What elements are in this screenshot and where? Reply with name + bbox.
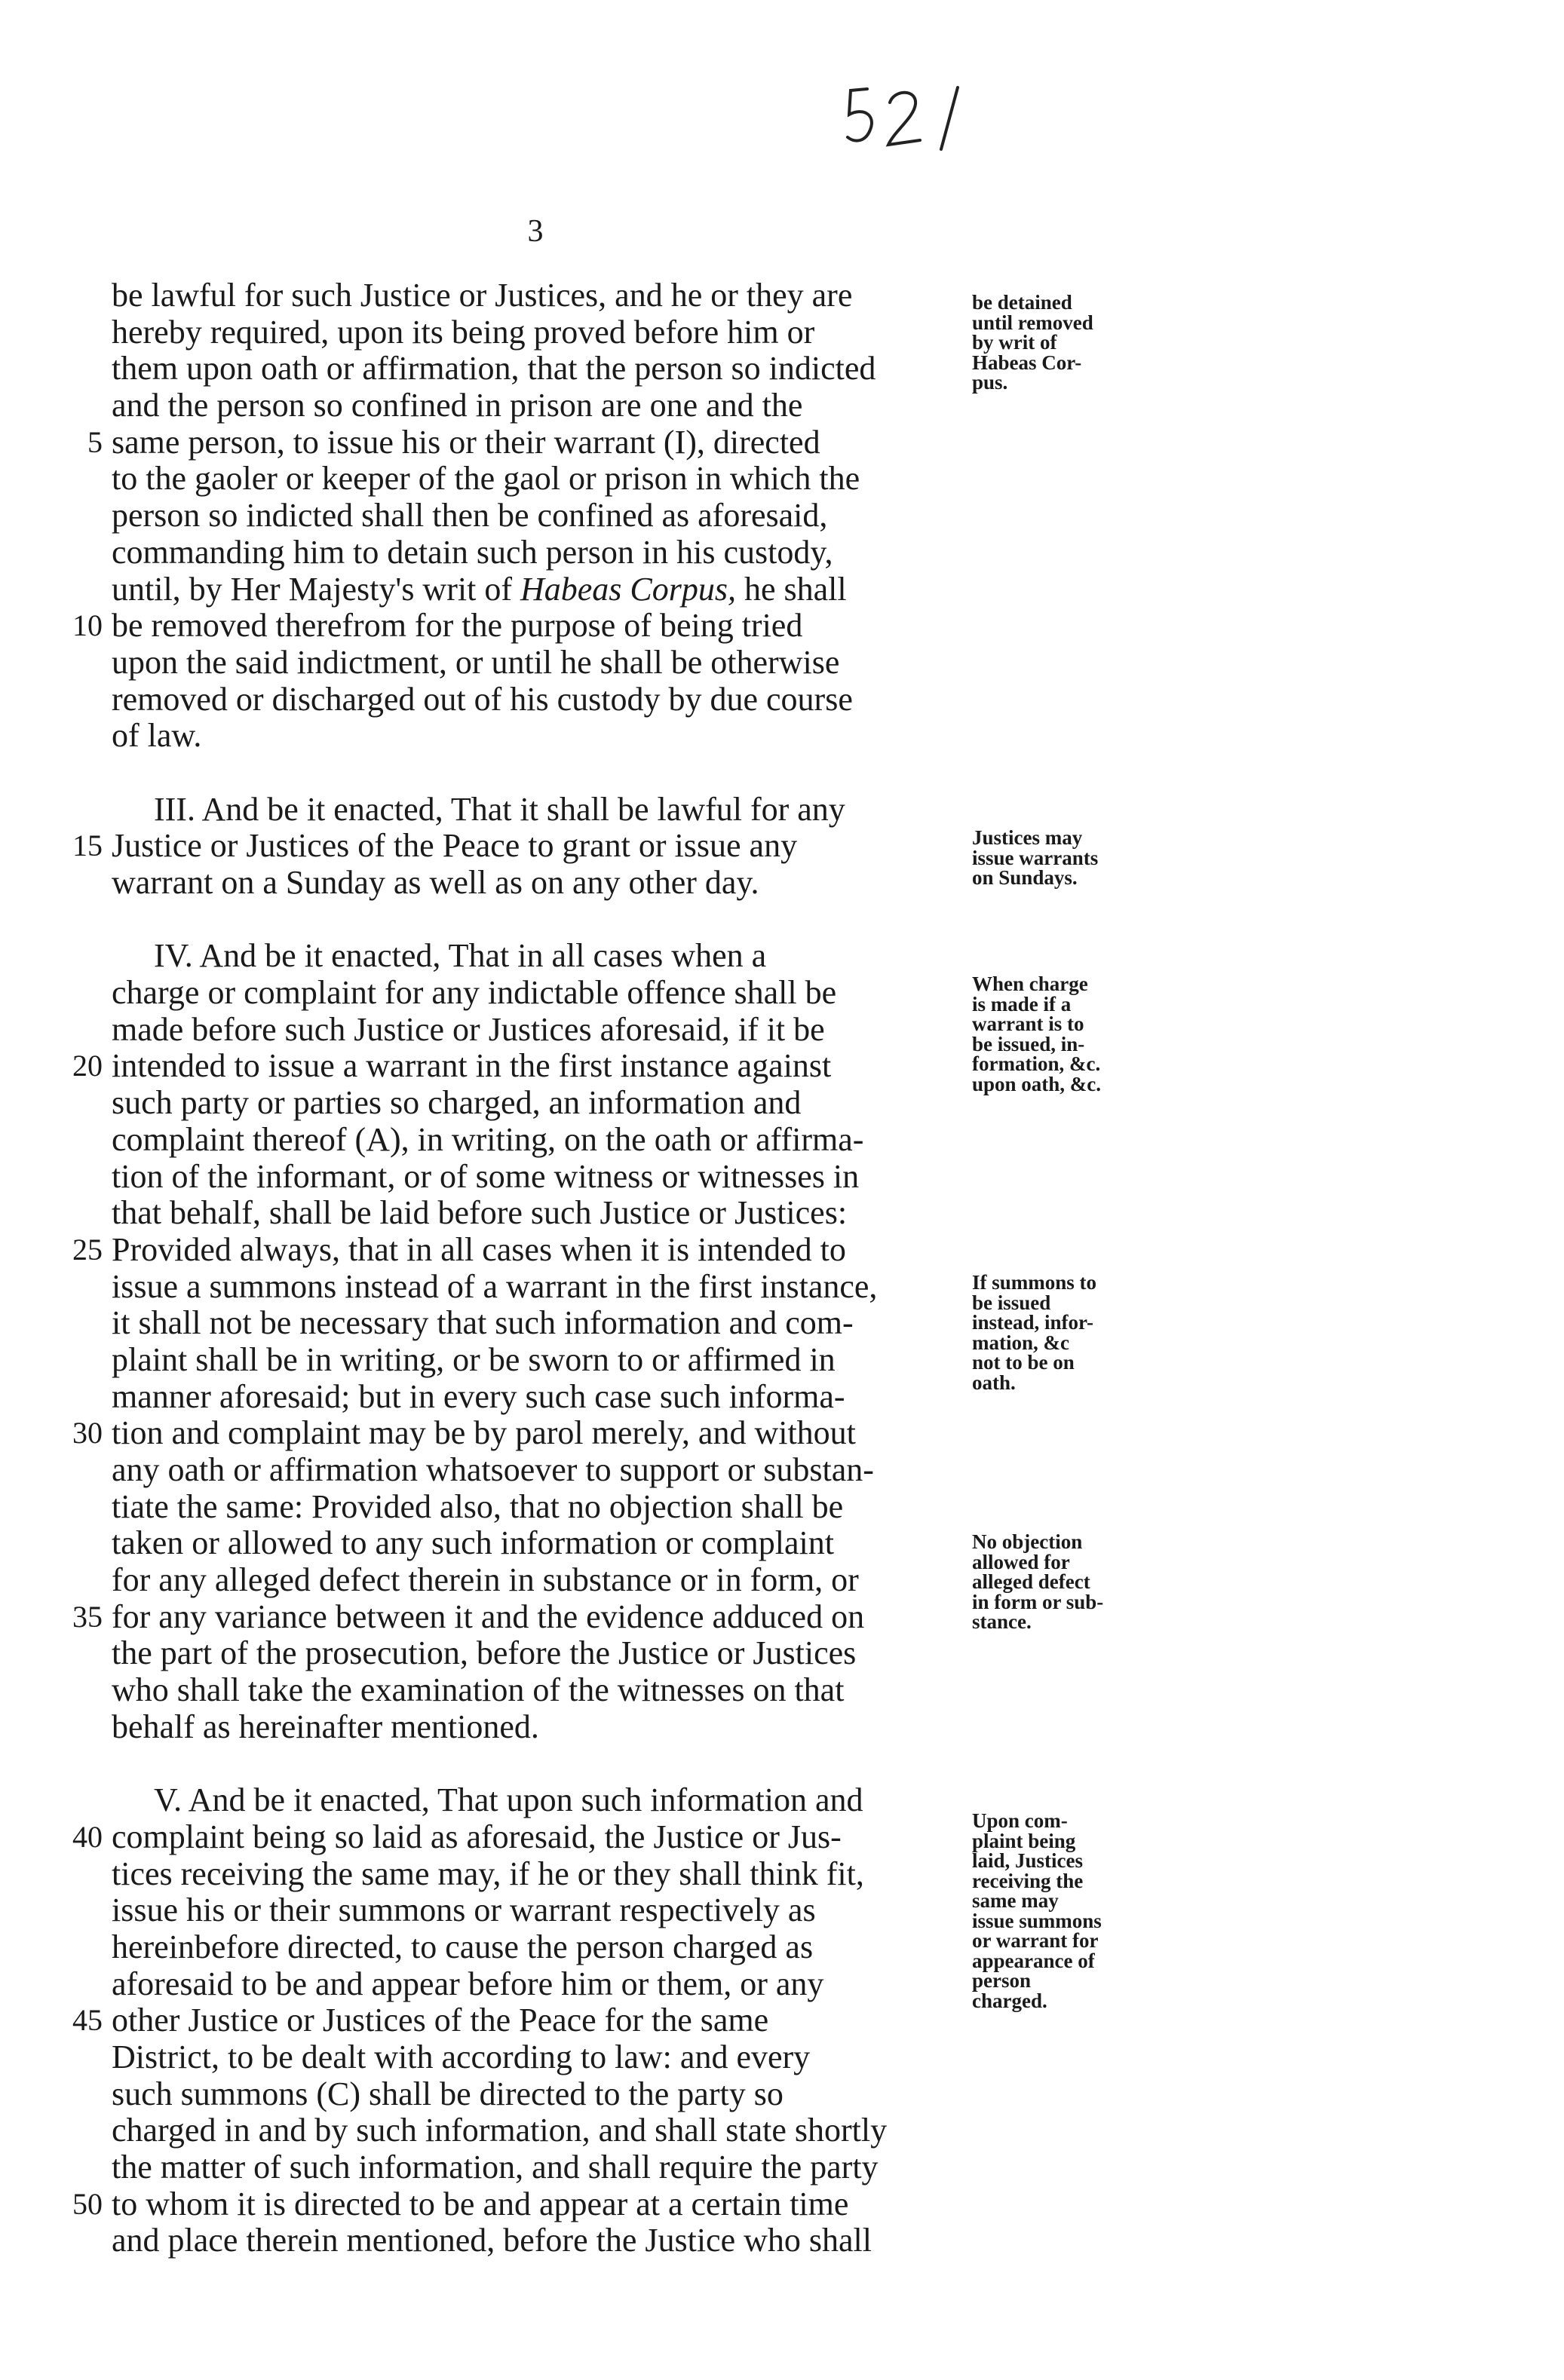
text-line: warrant on a Sunday as well as on any other day. [112, 864, 759, 901]
marginal-note-line: be issued [972, 1291, 1051, 1314]
marginal-note-line: on Sundays. [972, 866, 1078, 889]
statute-body-text [72, 277, 971, 2259]
marginal-note-line: instead, infor- [972, 1311, 1093, 1334]
marginal-note-line: Justices may [972, 826, 1083, 849]
text-line: until, by Her Majesty's writ of Habeas Corpus, he shall [112, 570, 847, 608]
marginal-note-line: If summons to [972, 1271, 1097, 1294]
marginal-note-line: by writ of [972, 331, 1057, 354]
text-line: removed or discharged out of his custody by due course [112, 680, 853, 718]
marginal-note-line: laid, Justices [972, 1849, 1084, 1872]
text-line: 35 for any variance between it and the evidence adduced on [112, 1599, 971, 1636]
text-line: that behalf, shall be laid before such Justice or Justices: [112, 1194, 848, 1232]
marginal-note-sundays [972, 828, 1123, 888]
line-number: 50 [72, 2186, 103, 2221]
text-line: 30 tion and complaint may be by parol merely, and without [112, 1415, 971, 1452]
text-line: such summons (C) shall be directed to the party so [112, 2075, 784, 2112]
text-line: 15 Justice or Justices of the Peace to grant or issue any [112, 828, 971, 865]
marginal-note-line: No objection [972, 1530, 1083, 1553]
text-line: any oath or affirmation whatsoever to support or substan- [112, 1451, 874, 1488]
text-line: them upon oath or affirmation, that the person so indicted [112, 350, 876, 387]
marginal-note-line: in form or sub- [972, 1590, 1104, 1613]
text-line: the matter of such information, and shall require the party [112, 2149, 879, 2186]
line-number: 5 [87, 424, 103, 459]
text-line: it shall not be necessary that such information and com- [112, 1304, 854, 1342]
text-line: such party or parties so charged, an information and [112, 1084, 802, 1122]
marginal-note-line: allowed for [972, 1550, 1070, 1573]
line-number: 45 [72, 2003, 103, 2038]
paragraph-continuation [72, 277, 971, 755]
text-line: 10 be removed therefrom for the purpose of being tried [112, 608, 971, 645]
marginal-note-line: issue warrants [972, 846, 1099, 869]
line-number: 35 [72, 1599, 103, 1634]
marginal-note-line: be detained [972, 291, 1072, 314]
text-line: plaint shall be in writing, or be sworn to or affirmed in [112, 1340, 836, 1378]
text-line: hereby required, upon its being proved before him or [112, 313, 815, 351]
marginal-note-line: Habeas Cor- [972, 351, 1082, 374]
text-line: issue his or their summons or warrant respectively as [112, 1891, 816, 1929]
text-line: charge or complaint for any indictable offence shall be [112, 974, 837, 1012]
marginal-note-line: alleged defect [972, 1570, 1090, 1593]
text-line: the part of the prosecution, before the Justice or Justices [112, 1634, 857, 1672]
text-line: 45 other Justice or Justices of the Peace for the same [112, 2002, 971, 2039]
marginal-note-line: stance. [972, 1610, 1032, 1633]
text-line: made before such Justice or Justices aforesaid, if it be [112, 1010, 825, 1048]
marginal-note-charge [972, 974, 1123, 1094]
paragraph-section-iii [72, 790, 971, 902]
marginal-note-line: is made if a [972, 992, 1072, 1015]
paragraph-gap [112, 902, 971, 939]
marginal-note-line: be issued, in- [972, 1032, 1085, 1055]
text-line: for any alleged defect therein in substance or in form, or [112, 1561, 859, 1599]
marginal-note-upon-complaint [972, 1811, 1123, 2011]
text-line: issue a summons instead of a warrant in the first instance, [112, 1267, 878, 1305]
text-line: who shall take the examination of the witnesses on that [112, 1671, 845, 1709]
text-line: tion of the informant, or of some witness or witnesses in [112, 1157, 860, 1195]
text-line: upon the said indictment, or until he shall be otherwise [112, 643, 840, 681]
text-line: complaint thereof (A), in writing, on the oath or affirma- [112, 1120, 864, 1158]
marginal-note-line: formation, &c. [972, 1052, 1101, 1075]
marginal-note-line: person [972, 1969, 1032, 1992]
line-number: 15 [72, 829, 103, 863]
marginal-note-objection [972, 1532, 1123, 1632]
text-line: and place therein mentioned, before the Justice who shall [112, 2222, 872, 2259]
text-line: III. And be it enacted, That it shall be lawful for any [154, 790, 845, 828]
marginal-note-line: charged. [972, 1989, 1047, 2012]
marginal-note-line: upon oath, &c. [972, 1072, 1102, 1095]
text-line: be lawful for such Justice or Justices, and he or they are [112, 277, 853, 314]
text-line: V. And be it enacted, That upon such information and [154, 1781, 863, 1819]
marginal-note-line: pus. [972, 371, 1008, 394]
text-line: tiate the same: Provided also, that no objection shall be [112, 1487, 844, 1525]
marginal-note-line: until removed [972, 311, 1093, 334]
line-number: 10 [72, 608, 103, 643]
text-line: aforesaid to be and appear before him or them, or any [112, 1965, 824, 2002]
marginal-note-line: same may [972, 1889, 1059, 1912]
line-number: 20 [72, 1049, 103, 1083]
text-line: taken or allowed to any such information or complaint [112, 1524, 834, 1562]
paragraph-gap [112, 755, 971, 792]
marginal-note-line: mation, &c [972, 1331, 1069, 1354]
marginal-note-line: Upon com- [972, 1809, 1068, 1832]
marginal-note-line: appearance of [972, 1949, 1095, 1972]
line-number: 25 [72, 1232, 103, 1267]
line-number: 40 [72, 1819, 103, 1854]
text-line: IV. And be it enacted, That in all cases when a [154, 937, 767, 975]
marginal-note-line: receiving the [972, 1869, 1084, 1892]
text-line: commanding him to detain such person in his custody, [112, 533, 833, 571]
paragraph-section-v [72, 1781, 971, 2259]
marginal-note-line: warrant is to [972, 1012, 1084, 1035]
page-number: 3 [527, 214, 544, 249]
text-line: to the gaoler or keeper of the gaol or prison in which the [112, 460, 860, 498]
marginal-note-line: issue summons [972, 1909, 1102, 1932]
text-line: tices receiving the same may, if he or they shall think fit, [112, 1855, 864, 1892]
text-line: hereinbefore directed, to cause the person charged as [112, 1928, 814, 1965]
text-line: person so indicted shall then be confined as aforesaid, [112, 497, 828, 535]
line-number: 30 [72, 1416, 103, 1450]
text-line: 5 same person, to issue his or their warrant (I), directed [112, 424, 971, 461]
marginal-note-line: or warrant for [972, 1929, 1099, 1952]
italic-text: Habeas Corpus, [520, 570, 736, 608]
text-line: of law. [112, 717, 202, 755]
marginal-note-summons [972, 1273, 1123, 1392]
paragraph-gap [112, 1746, 971, 1783]
marginal-note-line: plaint being [972, 1829, 1076, 1852]
text-line: 20 intended to issue a warrant in the first instance against [112, 1048, 971, 1085]
text-line: charged in and by such information, and shall state shortly [112, 2112, 888, 2149]
handwritten-folio-number [845, 60, 1010, 158]
text-line: District, to be dealt with according to law: and every [112, 2038, 811, 2075]
text-line: behalf as hereinafter mentioned. [112, 1708, 539, 1745]
text-line: and the person so confined in prison are one and the [112, 387, 803, 424]
text-line: 25 Provided always, that in all cases when it is intended to [112, 1232, 971, 1269]
marginal-note-line: not to be on [972, 1351, 1075, 1374]
text-line: manner aforesaid; but in every such case such informa- [112, 1377, 845, 1415]
text-line: 50 to whom it is directed to be and appear at a certain time [112, 2186, 971, 2223]
paragraph-section-iv [72, 937, 971, 1745]
handwritten-folio-mark [845, 60, 1010, 158]
marginal-note-line: When charge [972, 973, 1088, 995]
marginal-note-detained [972, 293, 1123, 393]
text-line: 40 complaint being so laid as aforesaid, the Justice or Jus- [112, 1819, 971, 1856]
marginal-note-line: oath. [972, 1371, 1016, 1394]
